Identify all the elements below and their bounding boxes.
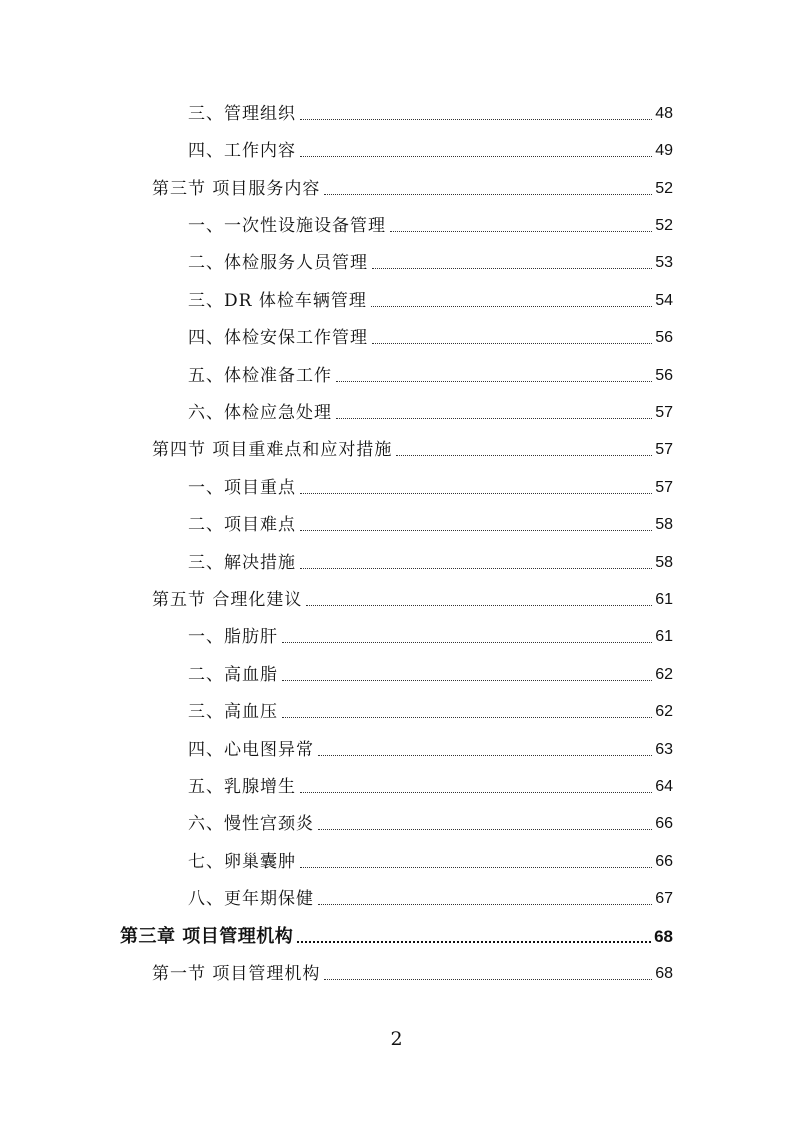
toc-entry-title: 六、慢性宫颈炎: [188, 814, 314, 834]
toc-entry[interactable]: [152, 585, 673, 615]
toc-entry-page: 61: [655, 628, 673, 645]
toc-entry[interactable]: [188, 361, 673, 391]
toc-entry[interactable]: [188, 735, 673, 765]
toc-entry[interactable]: [188, 323, 673, 353]
toc-entry-page: 66: [655, 815, 673, 832]
toc-entry-title: 二、体检服务人员管理: [188, 253, 368, 273]
toc-entry-page: 57: [655, 441, 673, 458]
toc-entry-title: 五、体检准备工作: [188, 366, 332, 386]
dot-leader: [300, 156, 652, 157]
dot-leader: [282, 717, 652, 718]
dot-leader: [300, 493, 652, 494]
toc-entry[interactable]: [152, 959, 673, 989]
dot-leader: [318, 904, 652, 905]
toc-entry-page: 49: [655, 142, 673, 159]
toc-entry-page: 68: [654, 927, 673, 946]
dot-leader: [300, 792, 652, 793]
dot-leader: [300, 568, 652, 569]
toc-entry-page: 64: [655, 778, 673, 795]
toc-entry-title: 第四节 项目重难点和应对措施: [152, 440, 393, 460]
toc-entry[interactable]: [188, 286, 673, 316]
toc-entry-title: 三、DR 体检车辆管理: [188, 291, 367, 311]
toc-entry[interactable]: [188, 660, 673, 690]
dot-leader: [396, 455, 652, 456]
toc-entry-title: 四、心电图异常: [188, 740, 314, 760]
toc-entry-page: 58: [655, 516, 673, 533]
toc-entry-page: 54: [655, 292, 673, 309]
toc-entry-page: 57: [655, 479, 673, 496]
dot-leader: [300, 867, 652, 868]
toc-entry[interactable]: [188, 248, 673, 278]
toc-entry-title: 一、一次性设施设备管理: [188, 216, 386, 236]
toc-entry-page: 66: [655, 853, 673, 870]
dot-leader: [336, 381, 652, 382]
dot-leader: [390, 231, 652, 232]
toc-entry-page: 56: [655, 367, 673, 384]
toc-entry[interactable]: [188, 510, 673, 540]
toc-entry-title: 七、卵巢囊肿: [188, 852, 296, 872]
dot-leader: [282, 642, 652, 643]
dot-leader: [336, 418, 652, 419]
toc-chapter-entry[interactable]: [120, 922, 673, 952]
toc-entry[interactable]: [152, 435, 673, 465]
toc-entry[interactable]: [188, 211, 673, 241]
toc-entry[interactable]: [188, 884, 673, 914]
toc-entry[interactable]: [188, 622, 673, 652]
toc-entry[interactable]: [188, 99, 673, 129]
toc-entry-page: 57: [655, 404, 673, 421]
toc-entry-page: 53: [655, 254, 673, 271]
toc-entry[interactable]: [188, 697, 673, 727]
toc-entry-title: 三、高血压: [188, 702, 278, 722]
dot-leader: [297, 941, 651, 943]
dot-leader: [318, 755, 652, 756]
toc-entry-page: 62: [655, 666, 673, 683]
toc-entry-title: 二、项目难点: [188, 515, 296, 535]
toc-entry-page: 48: [655, 105, 673, 122]
dot-leader: [371, 306, 652, 307]
toc-entry[interactable]: [188, 809, 673, 839]
toc-entry-page: 67: [655, 890, 673, 907]
toc-entry[interactable]: [152, 174, 673, 204]
dot-leader: [306, 605, 652, 606]
dot-leader: [372, 268, 652, 269]
toc-entry-title: 第一节 项目管理机构: [152, 964, 321, 984]
toc-entry-title: 一、脂肪肝: [188, 627, 278, 647]
toc-entry-page: 52: [655, 217, 673, 234]
dot-leader: [300, 530, 652, 531]
toc-entry[interactable]: [188, 398, 673, 428]
toc-entry-page: 68: [655, 965, 673, 982]
toc-entry[interactable]: [188, 847, 673, 877]
toc-entry-title: 三、管理组织: [188, 104, 296, 124]
toc-entry[interactable]: [188, 772, 673, 802]
toc-entry-title: 一、项目重点: [188, 478, 296, 498]
toc-entry-page: 58: [655, 554, 673, 571]
toc-entry-page: 56: [655, 329, 673, 346]
toc-entry-title: 第三章 项目管理机构: [120, 926, 294, 947]
dot-leader: [318, 829, 652, 830]
dot-leader: [282, 680, 652, 681]
dot-leader: [300, 119, 652, 120]
toc-entry-title: 五、乳腺增生: [188, 777, 296, 797]
dot-leader: [324, 194, 652, 195]
toc-entry-title: 八、更年期保健: [188, 889, 314, 909]
toc-entry[interactable]: [188, 136, 673, 166]
dot-leader: [372, 343, 652, 344]
toc-entry-title: 三、解决措施: [188, 553, 296, 573]
toc-entry-page: 61: [655, 591, 673, 608]
toc-entry-title: 四、体检安保工作管理: [188, 328, 368, 348]
toc-entry-title: 二、高血脂: [188, 665, 278, 685]
toc-entry-page: 52: [655, 180, 673, 197]
toc-entry-title: 四、工作内容: [188, 141, 296, 161]
toc-entry[interactable]: [188, 473, 673, 503]
toc-entry-title: 六、体检应急处理: [188, 403, 332, 423]
toc-entry-page: 62: [655, 703, 673, 720]
toc-entry-page: 63: [655, 741, 673, 758]
toc-entry-title: 第三节 项目服务内容: [152, 179, 321, 199]
page-number: 2: [390, 1028, 403, 1050]
toc-entry[interactable]: [188, 548, 673, 578]
toc-entry-title: 第五节 合理化建议: [152, 590, 303, 610]
dot-leader: [324, 979, 652, 980]
